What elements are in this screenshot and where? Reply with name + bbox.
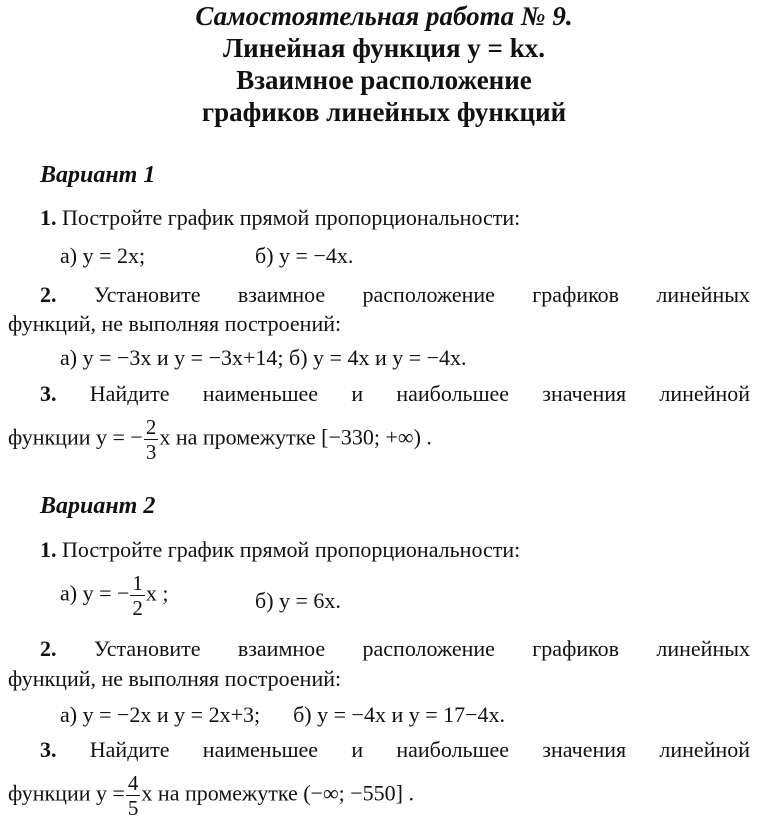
v2-task1-fraction: [130, 571, 145, 620]
v1-task1-number: 1.: [40, 205, 57, 230]
v2-task3-number: 3.: [40, 737, 57, 762]
v2-task3-interval: на промежутке (−∞; −550] .: [157, 780, 414, 806]
v1-task3-interval: на промежутке [−330; +∞) .: [175, 424, 432, 450]
v1-task3-line1: [40, 381, 750, 407]
v1-task1-option-a: а) y = 2x;: [60, 243, 146, 268]
v1-task3-func-var: x: [159, 424, 171, 450]
v2-task1-a-prefix: а) y = −: [60, 580, 130, 606]
v1-task1-option-b: б) y = −4x.: [255, 243, 354, 268]
fraction-numerator: 2: [145, 415, 157, 439]
variant-1-heading: Вариант 1: [40, 162, 156, 188]
v2-task2-line1: [40, 636, 750, 662]
v2-task3-line1: [40, 737, 750, 763]
v2-task3-text: Найдите наименьшее и наибольшее значения линейной: [89, 737, 751, 762]
fraction-numerator: 1: [132, 571, 143, 595]
v2-task1-number: 1.: [40, 537, 57, 562]
variant-2-heading: Вариант 2: [40, 493, 156, 519]
v1-task3-fraction: [144, 415, 159, 464]
v1-task3-func-prefix: функции: [8, 424, 91, 450]
v2-task3-fraction: [126, 771, 141, 820]
fraction-denominator: 5: [127, 796, 139, 820]
v2-task2-number: 2.: [40, 636, 57, 661]
v2-task1-text: Постройте график прямой пропорциональности:: [62, 537, 521, 562]
v1-task2-number: 2.: [40, 282, 57, 307]
v1-task1: [40, 205, 520, 231]
v2-task2-line2: функций, не выполняя построений:: [8, 666, 342, 691]
worksheet-title: Самостоятельная работа № 9.: [195, 1, 573, 31]
v2-task1-option-b: б) y = 6x.: [255, 588, 341, 613]
v1-task3-number: 3.: [40, 381, 57, 406]
v1-task2-line2: функций, не выполняя построений:: [8, 311, 342, 336]
v1-task2-text: Установите взаимное расположение графиков линейных: [93, 282, 751, 307]
worksheet-subtitle-line4: графиков линейных функций: [201, 97, 567, 127]
worksheet-subtitle-function: Линейная функция y = kx.: [223, 33, 545, 63]
v1-task2-options: а) y = −3x и y = −3x+14; б) y = 4x и y = −4x.: [60, 345, 467, 370]
v2-task1: [40, 537, 520, 563]
v1-task2-line1: [40, 282, 750, 308]
v1-task3-function: [8, 415, 432, 464]
v2-task2-text: Установите взаимное расположение графиков линейных: [93, 636, 751, 661]
v2-task3-func-var: x: [141, 780, 153, 806]
v2-task1-option-a: [60, 571, 169, 620]
fraction-numerator: 4: [127, 771, 139, 795]
fraction-denominator: 2: [132, 596, 143, 620]
v2-task3-func-prefix: функции: [8, 780, 91, 806]
v1-task3-func-eq: y = −: [96, 424, 143, 450]
v2-task1-a-suffix: x ;: [145, 580, 169, 606]
worksheet-subtitle-line3: Взаимное расположение: [236, 65, 532, 95]
v1-task1-text: Постройте график прямой пропорциональности:: [62, 205, 521, 230]
v2-task3-func-eq: y =: [96, 780, 125, 806]
v2-task2-options: а) y = −2x и y = 2x+3; б) y = −4x и y = 17−4x.: [60, 702, 506, 727]
v1-task3-text: Найдите наименьшее и наибольшее значения линейной: [89, 381, 751, 406]
v2-task3-function: [8, 771, 414, 820]
fraction-denominator: 3: [145, 440, 157, 464]
